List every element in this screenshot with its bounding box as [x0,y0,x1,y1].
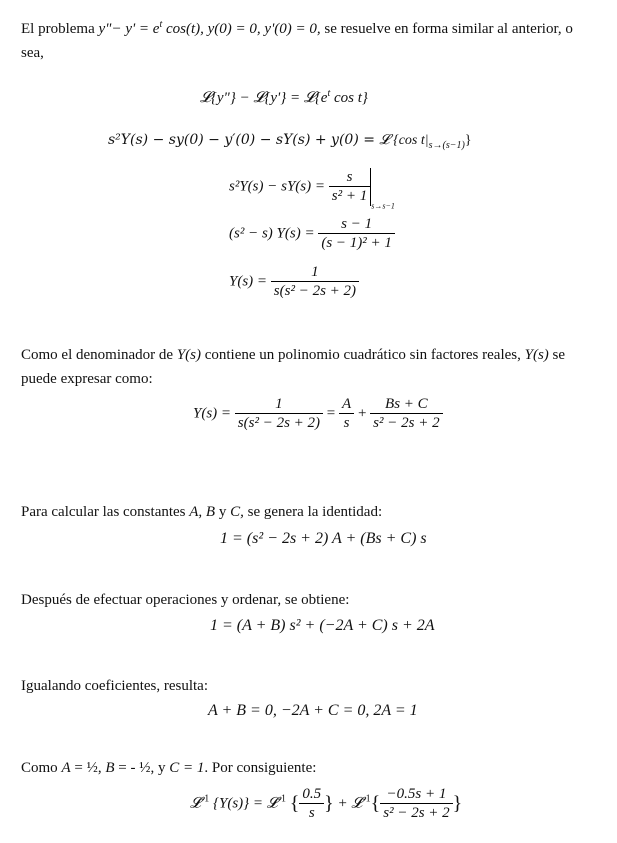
numerator: s [329,169,370,187]
fraction [380,786,452,822]
numerator: 0.5 [299,786,324,804]
paragraph-constants [21,500,579,524]
numerator: Bs + C [370,396,442,414]
inline-superscript: t [159,19,163,30]
equation-step-3 [229,264,359,300]
text: . Por consiguiente: [204,760,317,776]
equation-laplace-expanded [108,132,472,151]
text: Como el denominador de [21,347,177,363]
eq-lhs: Y(s) = [229,273,268,290]
text: = - ½, y [114,760,170,776]
text: Para calcular las constantes [21,504,190,520]
inline-var: B [105,760,115,776]
equation-step-1 [229,168,395,210]
paragraph-coefficients [21,674,579,698]
paragraph-solution [21,756,579,780]
eq-plus: + [357,405,367,422]
denominator: s² + 1 [331,188,368,204]
denominator: s [343,415,350,431]
eq-sup: -1 [277,793,287,805]
eq-equals: = [326,405,336,422]
inline-var: Y(s) [524,347,549,363]
eq-lhs: (s² − s) Y(s) = [229,225,315,242]
fraction [339,396,354,432]
eq-sub: s→s−1 [371,201,395,211]
denominator: s(s² − 2s + 2) [237,415,321,431]
paragraph-partial-fractions [21,343,579,391]
eq-text: cos t} [330,90,368,106]
eq-text: 1 = (s² − 2s + 2) A + (Bs + C) s [220,530,427,547]
inline-var: Y(s) [176,347,201,363]
denominator: s² − 2s + 2 [373,415,440,431]
fraction [235,396,323,432]
text: Después de efectuar operaciones y ordenar, se obtiene: [21,592,350,608]
brace-open: { [370,792,381,815]
inline-var: A [61,760,71,776]
eq-sup: -1 [200,793,210,805]
eq-lhs: s²Y(s) − sY(s) = [229,178,326,195]
eq-text: s²Y(s) − sy(0) − y′(0) − sY(s) + y(0) = [108,132,380,148]
inline-equation: y"− y' = e [98,21,160,37]
eq-text: {Y(s)} = 𝓛 [209,795,278,812]
fraction [271,264,359,300]
fraction [370,396,442,432]
denominator: s² − 2s + 2 [383,805,450,821]
equation-system [208,702,418,720]
text: se puede expresar como: [21,347,566,387]
equation-step-2 [229,216,395,252]
eq-text: 𝓛 [190,795,201,812]
equation-identity [220,530,427,548]
eq-text: 1 = (A + B) s² + (−2A + C) s + 2A [210,617,435,634]
equation-inverse-laplace [190,786,462,822]
brace-close: } [452,792,463,815]
text: Como [21,760,62,776]
fraction [329,169,370,205]
numerator: A [339,396,354,414]
inline-var: C [169,760,180,776]
numerator: −0.5s + 1 [380,786,452,804]
eq-sub: s→(s−1) [428,140,465,151]
denominator: s [308,805,315,821]
fraction [299,786,324,822]
text: = ½, [70,760,106,776]
paragraph-problem [21,13,579,65]
eq-sup: t [327,88,331,99]
equation-partial-fraction-form [193,396,443,432]
inline-var: = 1 [179,760,205,776]
inline-var: C, [230,504,244,520]
denominator: (s − 1)² + 1 [321,235,392,251]
brace-close: } [324,792,334,815]
eq-text: + 𝓛 [333,795,363,812]
eq-text: } [464,133,472,148]
paragraph-operations [21,588,579,612]
text: y [215,504,231,520]
text: El problema [21,21,99,37]
eq-sup: -1 [362,793,371,805]
equation-laplace-transform [200,88,368,107]
brace-open: { [289,792,300,815]
eq-text: 𝓛 {cos t| [379,133,429,148]
fraction [318,216,395,252]
text: contiene un polinomio cuadrático sin factores reales, [200,347,525,363]
numerator: 1 [235,396,323,414]
eq-lhs: Y(s) = [193,405,232,422]
equation-expanded-identity [210,617,435,635]
inline-equation-tail: cos(t), y(0) = 0, y'(0) = 0, [162,21,321,37]
eq-text: 𝓛{y"} − 𝓛{y'} = 𝓛{e [200,90,328,106]
eq-text: A + B = 0, −2A + C = 0, 2A = 1 [208,702,418,719]
inline-var: A, B [189,504,216,520]
denominator: s(s² − 2s + 2) [273,283,357,299]
text: se resuelve en forma similar al anterior, o sea, [21,21,573,61]
text: Igualando coeficientes, resulta: [21,678,209,694]
numerator: 1 [271,264,359,282]
text: se genera la identidad: [243,504,383,520]
numerator: s − 1 [318,216,395,234]
